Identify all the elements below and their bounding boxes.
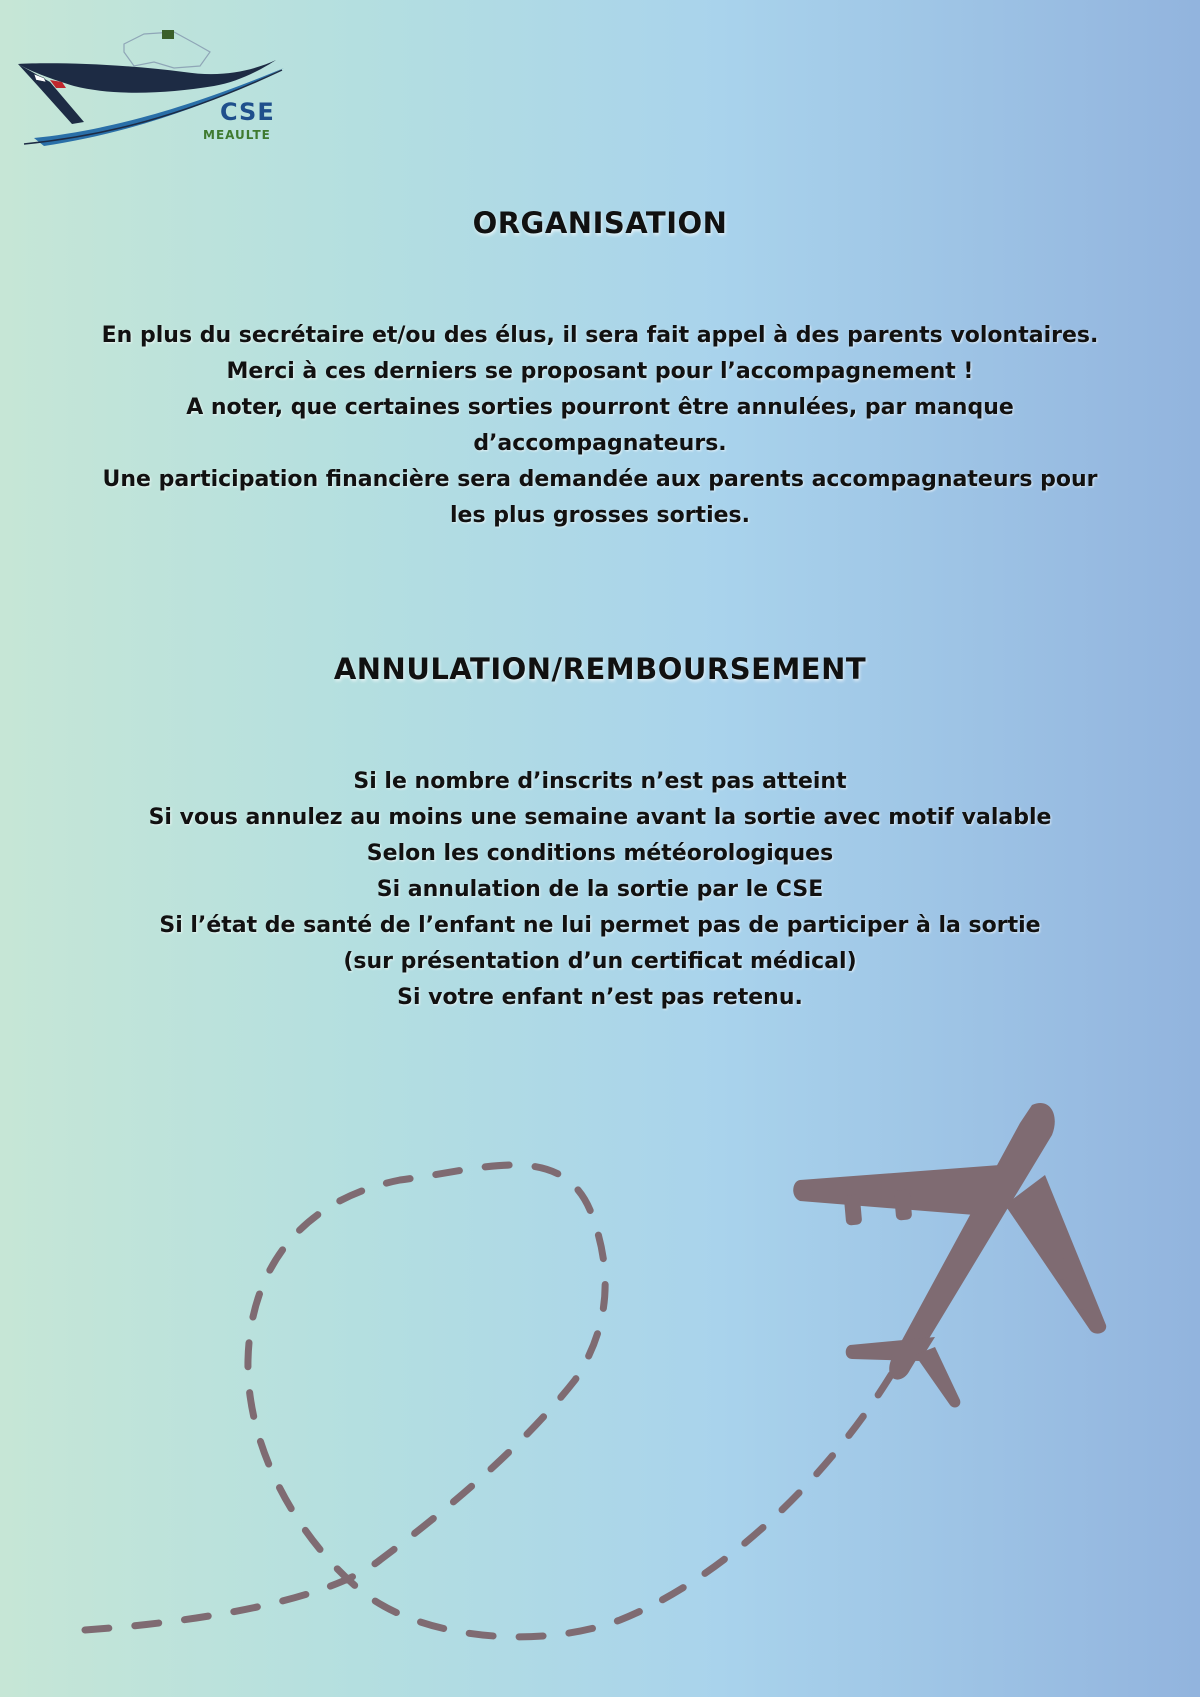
- text-line: Si l’état de santé de l’enfant ne lui permet pas de participer à la sortie: [159, 913, 1041, 938]
- text-line: A noter, que certaines sorties pourront être annulées, par manque: [186, 395, 1014, 420]
- section-body-organisation: [40, 318, 1160, 534]
- text-line: Si le nombre d’inscrits n’est pas atteint: [353, 769, 847, 794]
- airplane-icon: [793, 1103, 1106, 1407]
- text-line: En plus du secrétaire et/ou des élus, il sera fait appel à des parents volontaires.: [101, 323, 1099, 348]
- section-body-annulation: [40, 764, 1160, 1016]
- logo-title: CSE: [220, 98, 275, 126]
- text-line: les plus grosses sorties.: [450, 503, 750, 528]
- text-line: Si annulation de la sortie par le CSE: [376, 877, 824, 902]
- text-line: Selon les conditions météorologiques: [366, 841, 834, 866]
- dashed-flight-path: [85, 1165, 900, 1637]
- text-line: Si vous annulez au moins une semaine avant la sortie avec motif valable: [148, 805, 1052, 830]
- text-line: Une participation financière sera demandée aux parents accompagnateurs pour: [102, 467, 1098, 492]
- logo-subtitle: MEAULTE: [203, 128, 271, 142]
- text-line: Si votre enfant n’est pas retenu.: [397, 985, 803, 1010]
- text-line: Merci à ces derniers se proposant pour l’accompagnement !: [226, 359, 974, 384]
- text-line: d’accompagnateurs.: [473, 431, 727, 456]
- section-title-annulation: ANNULATION/REMBOURSEMENT: [333, 652, 867, 686]
- decorative-illustration: [0, 1080, 1200, 1697]
- text-line: (sur présentation d’un certificat médical): [343, 949, 857, 974]
- section-title-organisation: ORGANISATION: [472, 206, 728, 240]
